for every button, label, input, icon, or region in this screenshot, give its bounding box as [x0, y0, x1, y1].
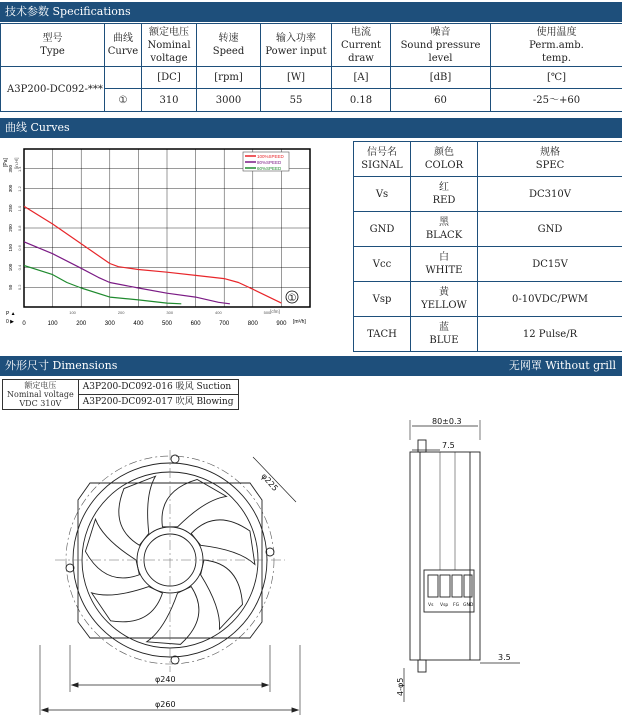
- fan-blade: [147, 587, 199, 645]
- dim-label-7-5: 7.5: [442, 441, 455, 450]
- signal-color: 白 WHITE: [411, 247, 478, 282]
- signal-row: [354, 247, 622, 282]
- signal-row: [354, 177, 622, 212]
- speed-cell: 3000: [197, 89, 261, 112]
- x-tick-label: 400: [133, 321, 144, 327]
- model-table: [2, 379, 239, 410]
- x-tick-label: 200: [76, 321, 87, 327]
- fan-blade: [201, 560, 243, 629]
- voltage-cell: 310: [142, 89, 197, 112]
- temp-cell: -25～+60: [491, 89, 622, 112]
- signal-name: Vsp: [354, 282, 411, 317]
- signal-row: [354, 212, 622, 247]
- signal-spec: DC310V: [478, 177, 622, 212]
- x-tick-label: 500: [161, 321, 173, 327]
- y-tick-label: 50: [8, 284, 13, 290]
- curve-cell: ①: [105, 89, 142, 112]
- dimension-drawing: [0, 410, 622, 724]
- header-curve: 曲线 Curve: [105, 24, 142, 67]
- dim-label-depth: 80±0.3: [432, 417, 462, 426]
- signal-name: Vcc: [354, 247, 411, 282]
- dim-label-3-5: 3.5: [498, 653, 511, 662]
- section-dimensions: [0, 356, 622, 376]
- signal-table: [353, 141, 622, 352]
- x-alt-tick-label: 400: [215, 310, 222, 315]
- pin-label-vsp: Vsp: [440, 603, 449, 608]
- x-axis-alt-label: [cfm]: [270, 309, 280, 314]
- header-color: 颜色 COLOR: [411, 142, 478, 177]
- legend-80: 80%SPEED: [257, 160, 282, 165]
- signal-spec: GND: [478, 212, 622, 247]
- y-alt-tick-label: 1.0: [17, 205, 22, 212]
- header-temp: 使用温度 Perm.amb. temp.: [491, 24, 622, 67]
- dim-label-260: φ260: [155, 700, 176, 709]
- model-suction: A3P200-DC092-016 吸风 Suction: [78, 380, 238, 395]
- header-type: 型号 Type: [1, 24, 105, 67]
- unit-speed: [rpm]: [197, 67, 261, 89]
- type-cell: A3P200-DC092-***: [1, 67, 105, 112]
- spec-unit-row: [1, 67, 622, 89]
- y-tick-label: 250: [8, 204, 13, 213]
- x-alt-tick-label: 200: [117, 310, 125, 315]
- y-alt-tick-label: 0.4: [17, 264, 22, 271]
- fan-blade: [85, 519, 139, 578]
- noise-cell: 60: [391, 89, 491, 112]
- model-voltage-label: 额定电压 Nominal voltage VDC 310V: [3, 380, 79, 410]
- spec-table: [0, 23, 622, 112]
- signal-spec: 12 Pulse/R: [478, 317, 622, 352]
- x-tick-label: 700: [219, 321, 230, 327]
- signal-color: 黄 YELLOW: [411, 282, 478, 317]
- header-signal: 信号名 SIGNAL: [354, 142, 411, 177]
- spec-header-row: [1, 24, 622, 67]
- y-alt-tick-label: 0.6: [17, 245, 22, 251]
- x-tick-label: 600: [190, 321, 201, 327]
- y-tick-label: 350: [8, 164, 13, 173]
- unit-noise: [dB]: [391, 67, 491, 89]
- signal-spec: DC15V: [478, 247, 622, 282]
- grill-note: 无网罩 Without grill: [508, 359, 616, 372]
- chart-legend: [243, 152, 289, 171]
- y-tick-label: 200: [8, 224, 13, 232]
- mount-hole-top: [171, 455, 179, 463]
- dim-label-hole: 4-φ5: [396, 677, 405, 696]
- legend-100: 100%SPEED: [257, 154, 284, 159]
- signal-color: 黑 BLACK: [411, 212, 478, 247]
- flow-axis-mark: 0 ▶: [6, 319, 15, 325]
- section-title: 曲线 Curves: [5, 121, 70, 134]
- fan-blade: [119, 476, 156, 545]
- unit-voltage: [DC]: [142, 67, 197, 89]
- x-tick-label: 800: [247, 321, 258, 327]
- section-title: 技术参数 Specifications: [5, 5, 131, 18]
- mount-hole-right: [266, 548, 274, 556]
- signal-color: 红 RED: [411, 177, 478, 212]
- header-speed: 转速 Speed: [197, 24, 261, 67]
- mount-hole-left: [66, 564, 74, 572]
- y-axis-alt-label: [in.Hl]: [14, 157, 19, 169]
- y-tick-label: 100: [8, 263, 13, 272]
- pin-label-fg: FG: [453, 603, 460, 608]
- dim-label-225: φ225: [259, 471, 280, 493]
- header-power: 输入功率 Power input: [261, 24, 332, 67]
- signal-header-row: [354, 142, 622, 177]
- section-title: 外形尺寸 Dimensions: [5, 359, 118, 372]
- x-tick-label: 100: [47, 321, 58, 327]
- unit-temp: [℃]: [491, 67, 622, 89]
- pressure-axis-mark: P ▲: [6, 311, 16, 317]
- header-current: 电流 Current draw: [332, 24, 391, 67]
- unit-power: [W]: [261, 67, 332, 89]
- performance-chart: [0, 141, 352, 331]
- y-tick-label: 300: [8, 184, 13, 193]
- fan-blade: [191, 520, 255, 565]
- legend-60: 60%SPEED: [257, 166, 282, 171]
- diagonal-dimension-line: [253, 457, 296, 502]
- header-spec: 规格 SPEC: [478, 142, 622, 177]
- section-specifications: [0, 2, 622, 22]
- header-noise: 噪音 Sound pressure level: [391, 24, 491, 67]
- x-alt-tick-label: 100: [69, 310, 76, 315]
- x-alt-tick-label: 300: [166, 310, 174, 315]
- signal-spec: 0-10VDC/PWM: [478, 282, 622, 317]
- header-voltage: 额定电压 Nominal voltage: [142, 24, 197, 67]
- section-curves: [0, 118, 622, 138]
- x-tick-label: 300: [104, 321, 115, 327]
- y-tick-label: 150: [8, 243, 13, 252]
- y-axis-label: [Pa]: [3, 158, 9, 167]
- x-tick-label: 900: [276, 321, 287, 327]
- curve-marker: ①: [287, 293, 297, 304]
- pin-label-gnd: GND: [463, 603, 474, 608]
- pin-label-vs: Vs: [428, 603, 434, 608]
- x-alt-tick-label: 500: [263, 310, 271, 315]
- dim-label-240: φ240: [155, 675, 176, 684]
- model-blowing: A3P200-DC092-017 吹风 Blowing: [78, 395, 238, 410]
- y-alt-tick-label: 1.2: [17, 186, 22, 192]
- y-alt-tick-label: 0.8: [17, 225, 22, 232]
- signal-row: [354, 282, 622, 317]
- y-alt-tick-label: 0.2: [17, 284, 22, 291]
- signal-name: Vs: [354, 177, 411, 212]
- signal-row: [354, 317, 622, 352]
- power-cell: 55: [261, 89, 332, 112]
- x-tick-label: 0: [22, 321, 26, 327]
- x-axis-label: [m³/h]: [293, 319, 306, 325]
- current-cell: 0.18: [332, 89, 391, 112]
- unit-current: [A]: [332, 67, 391, 89]
- signal-color: 蓝 BLUE: [411, 317, 478, 352]
- y-alt-tick-label: 1.4: [17, 166, 22, 173]
- signal-name: TACH: [354, 317, 411, 352]
- signal-name: GND: [354, 212, 411, 247]
